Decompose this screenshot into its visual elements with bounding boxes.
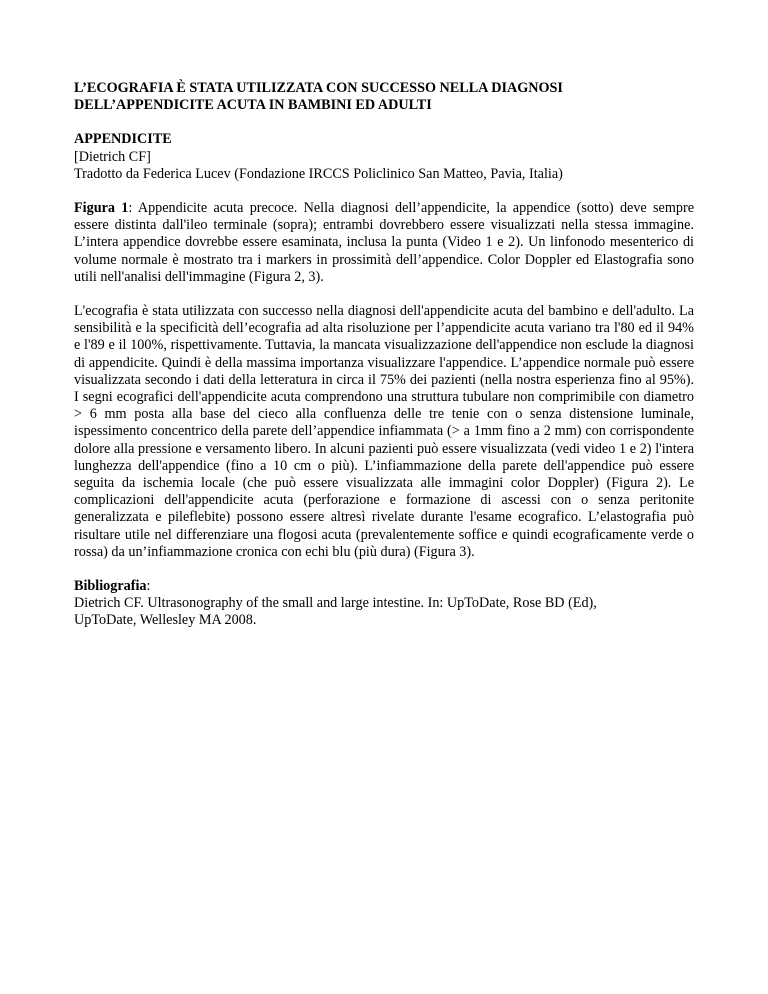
bibliography-entry-line-2: UpToDate, Wellesley MA 2008. xyxy=(74,612,257,629)
translation-credit: Tradotto da Federica Lucev (Fondazione IRCCS Policlinico San Matteo, Pavia, Italia) xyxy=(74,165,563,182)
bibliography-colon: : xyxy=(146,578,151,595)
body-paragraph: L'ecografia è stata utilizzata con successo nella diagnosi dell'appendicite acuta del bambino e dell'adulto. La sensibilità e la specificità dell’ecografia ad alta risoluzione per l’appendicite acuta variano tra l'80 ed il 94% e l'89 e il 100%, rispettivamente. Tuttavia, la mancata visualizzazione dell'appendice non esclude la diagnosi di appendicite. Quindi è della massima importanza visualizzare l'appendice. L’appendice normale può essere visualizzata secondo i dati della letteratura in circa il 75% dei pazienti (nella nostra esperienza fino al 95%). I segni ecografici dell'appendicite acuta comprendono una struttura tubulare non comprimibile con diametro > 6 mm posta alla base del cieco alla confluenza delle tre tenie con o senza distensione luminale, ispessimento concentrico della parete dell’appendice infiammata (> a 1mm fino a 2 mm) con corrispondente dolore alla pressione e versamento libero. In alcuni pazienti può essere visualizzata (vedi video 1 e 2) l'intera lunghezza dell'appendice (fino a 10 cm o più). L’infiammazione della parete dell'appendice può essere seguita da ischemia locale (che può essere visualizzata alle immagini color Doppler) (Figura 2). Le complicazioni dell'appendicite acuta (perforazione e formazione di ascessi con o senza peritonite generalizzata e pileflebite) possono essere altresì rivelate durante l'esame ecografico. L’elastografia può risultare utile nel differenziare una flogosi acuta (prevalentemente soffice e quindi ecograficamente verde o rossa) da un’infiammazione cronica con echi blu (più dura) (Figura 3). xyxy=(74,303,694,560)
bibliography-label: Bibliografia xyxy=(74,578,147,595)
figure-caption-text: : Appendicite acuta precoce. Nella diagnosi dell’appendicite, la appendice (sotto) deve sempre essere distinta dall'ileo terminale (sopra); entrambi dovrebbero essere visualizzati nella stessa immagine. L’intera appendice dovrebbe essere esaminata, inclusa la punta (Video 1 e 2). Un linfonodo mesenterico di volume normale è mostrato tra i markers in prossimità dell’appendice. Color Doppler ed Elastografia sono utili nell'analisi dell'immagine (Figura 2, 3). xyxy=(74,200,694,285)
document-title xyxy=(74,80,694,114)
bibliography-entry-line-1: Dietrich CF. Ultrasonography of the small and large intestine. In: UpToDate, Rose BD (Ed), xyxy=(74,595,597,612)
figure-caption-label: Figura 1 xyxy=(74,200,129,217)
bibliography xyxy=(74,578,694,630)
document-page xyxy=(74,80,694,647)
title-line-1: L’ECOGRAFIA È STATA UTILIZZATA CON SUCCESSO NELLA DIAGNOSI xyxy=(74,80,563,96)
author-line: [Dietrich CF] xyxy=(74,148,151,165)
title-line-2: DELL’APPENDICITE ACUTA IN BAMBINI ED ADULTI xyxy=(74,97,432,114)
section-heading: APPENDICITE xyxy=(74,131,172,148)
figure-caption xyxy=(74,200,694,286)
bibliography-heading xyxy=(74,578,694,595)
header-block xyxy=(74,131,694,183)
